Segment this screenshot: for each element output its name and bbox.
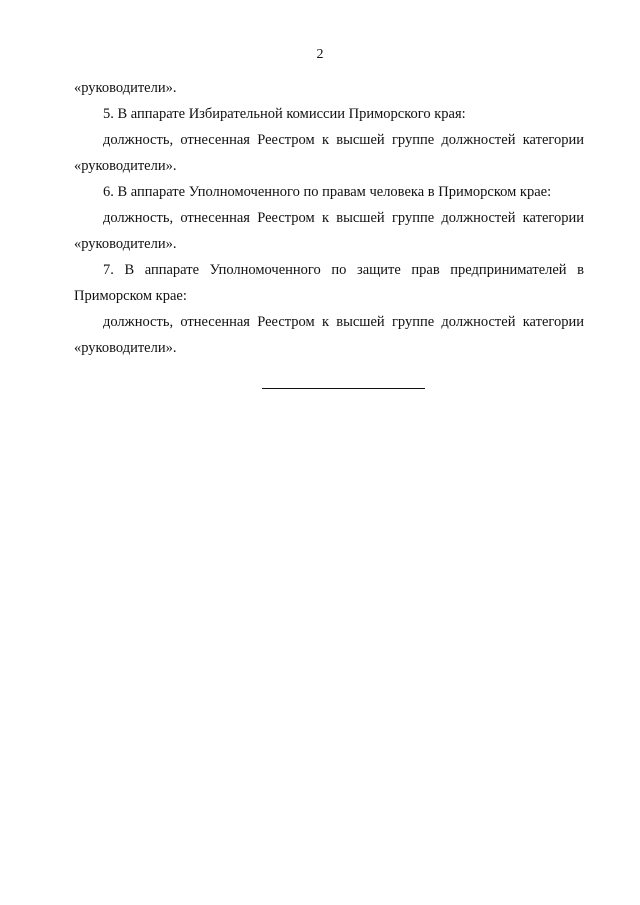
text-line: 6. В аппарате Уполномоченного по правам человека в Приморском крае: xyxy=(103,184,552,200)
page-number: 2 xyxy=(316,47,324,62)
text-line: должность, отнесенная Реестром к высшей группе должностей категории xyxy=(103,210,584,226)
text-line: должность, отнесенная Реестром к высшей группе должностей категории xyxy=(103,132,584,148)
closing-separator-line xyxy=(262,388,425,389)
text-line: Приморском крае: xyxy=(74,288,187,304)
text-line: «руководители». xyxy=(74,80,177,96)
text-line: 5. В аппарате Избирательной комиссии Приморского края: xyxy=(103,106,466,122)
text-line: «руководители». xyxy=(74,340,177,356)
text-line: 7. В аппарате Уполномоченного по защите прав предпринимателей в xyxy=(103,262,584,278)
text-line: «руководители». xyxy=(74,158,177,174)
text-line: должность, отнесенная Реестром к высшей группе должностей категории xyxy=(103,314,584,330)
text-line: «руководители». xyxy=(74,236,177,252)
